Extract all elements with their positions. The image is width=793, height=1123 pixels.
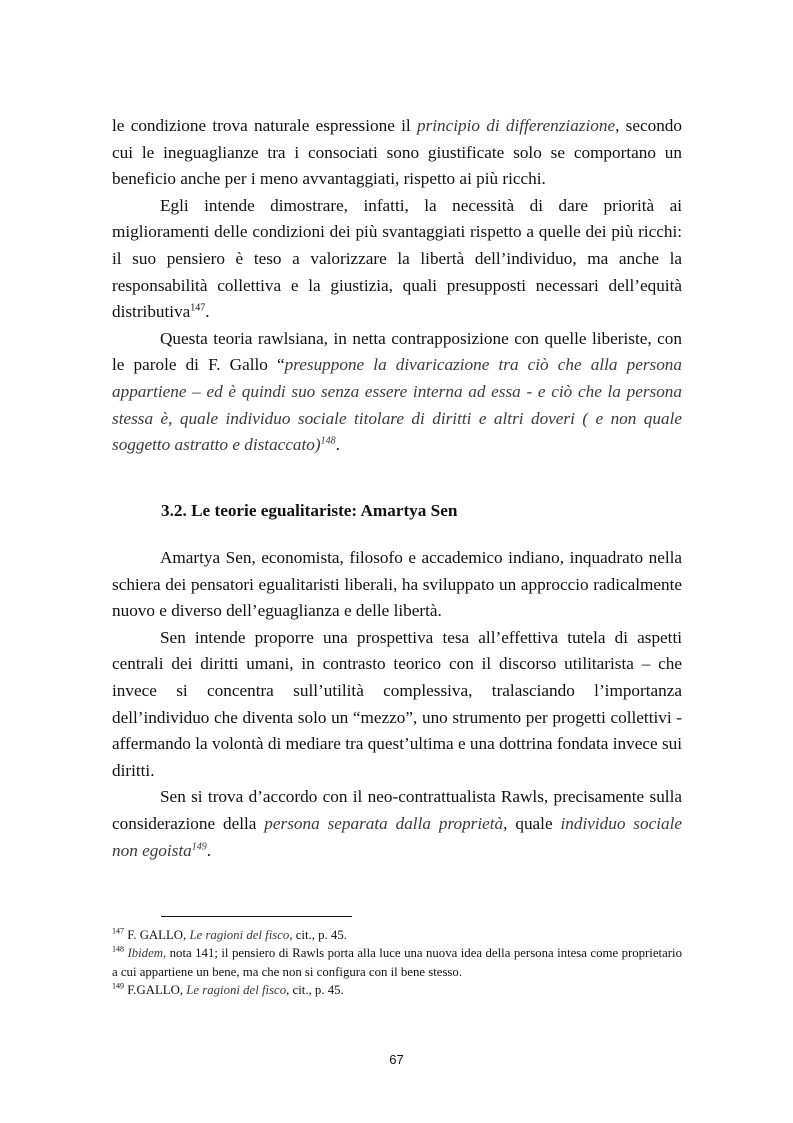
footnote-ref: 148 bbox=[112, 945, 124, 955]
paragraph bbox=[112, 784, 682, 864]
italic-text: persona separata dalla proprietà bbox=[264, 813, 504, 833]
footnote-ref: 147 bbox=[112, 926, 124, 936]
paragraph bbox=[112, 625, 682, 785]
footnote-separator bbox=[161, 916, 352, 917]
text-run: , quale bbox=[503, 813, 561, 833]
text-run: Amartya Sen, economista, filosofo e accademico indiano, inquadrato nella schiera dei pensatori egualitaristi liberali, ha sviluppato un approccio radicalmente nuovo e diverso dell’eguaglianza e delle libertà. bbox=[112, 548, 682, 621]
footnote-ref: 149 bbox=[191, 840, 207, 852]
body-text-top bbox=[112, 113, 682, 459]
italic-text: Ibidem, bbox=[127, 946, 167, 961]
text-run: Questa teoria rawlsiana, in netta contrapposizione con quelle liberiste, con le parole di F. Gallo “ bbox=[112, 328, 682, 375]
text-run: le condizione trova naturale espressione il bbox=[112, 116, 417, 135]
italic-text: individuo sociale non egoista bbox=[112, 813, 682, 860]
paragraph bbox=[112, 545, 682, 625]
italic-text: principio di differenziazione bbox=[416, 116, 616, 135]
text-run: , cit., p. 45. bbox=[286, 983, 344, 998]
section-heading: 3.2. Le teorie egualitariste: Amartya Sen bbox=[161, 501, 458, 520]
body-text-bottom bbox=[112, 545, 682, 864]
text-run: . bbox=[335, 435, 340, 455]
text-run: nota 141; il pensiero di Rawls porta alla luce una nuova idea della persona intesa come proprietario a cui appartiene un bene, ma che non si configura con il bene stesso. bbox=[112, 946, 682, 979]
footnote-ref: 147 bbox=[190, 302, 206, 314]
text-run: Egli intende dimostrare, infatti, la necessità di dare priorità ai miglioramenti delle condizioni dei più svantaggiati rispetto a quelle dei più ricchi: il suo pensiero è teso a valorizzare la libertà dell’individuo, ma anche la responsabilità collettiva e la giustizia, quali presupposti necessari dell’equità distributiva bbox=[112, 195, 682, 322]
text-run: . bbox=[205, 302, 210, 322]
italic-text: Le ragioni del fisco bbox=[189, 928, 290, 942]
footnote bbox=[112, 981, 682, 999]
italic-text: presuppone la divaricazione tra ciò che alla persona appartiene – ed è quindi suo senza essere interna ad essa - e ciò che la persona stessa è, quale individuo sociale titolare di diritti e altri doveri ( e non quale soggetto astratto e distaccato) bbox=[112, 355, 682, 455]
footnote-ref: 148 bbox=[320, 435, 336, 447]
text-run: F. GALLO, bbox=[124, 928, 190, 942]
text-run: . bbox=[206, 840, 212, 860]
paragraph bbox=[112, 113, 682, 193]
footnote-ref: 149 bbox=[112, 981, 124, 991]
text-run: , cit., p. 45. bbox=[289, 928, 347, 942]
italic-text: Le ragioni del fisco bbox=[186, 983, 287, 998]
text-run: Sen intende proporre una prospettiva tesa all’effettiva tutela di aspetti centrali dei diritti umani, in contrasto teorico con il discorso utilitarista – che invece si concentra sull’utilità complessiva, tralasciando l’importanza dell’individuo che diventa solo un “mezzo”, uno strumento per progetti collettivi - affermando la volontà di mediare tra quest’ultima e una dottrina fondata invece sui diritti. bbox=[112, 627, 682, 780]
footnote bbox=[112, 944, 682, 981]
text-run: F.GALLO, bbox=[124, 983, 187, 998]
page-number: 67 bbox=[389, 1052, 404, 1067]
paragraph bbox=[112, 326, 682, 459]
text-run: Sen si trova d’accordo con il neo-contrattualista Rawls, precisamente sulla considerazione della bbox=[112, 787, 682, 833]
paragraph bbox=[112, 193, 682, 326]
footnotes bbox=[112, 926, 682, 1000]
text-run: , secondo cui le ineguaglianze tra i consociati sono giustificate solo se comportano un beneficio anche per i meno avvantaggiati, rispetto ai più ricchi. bbox=[112, 116, 682, 189]
footnote bbox=[112, 926, 682, 944]
